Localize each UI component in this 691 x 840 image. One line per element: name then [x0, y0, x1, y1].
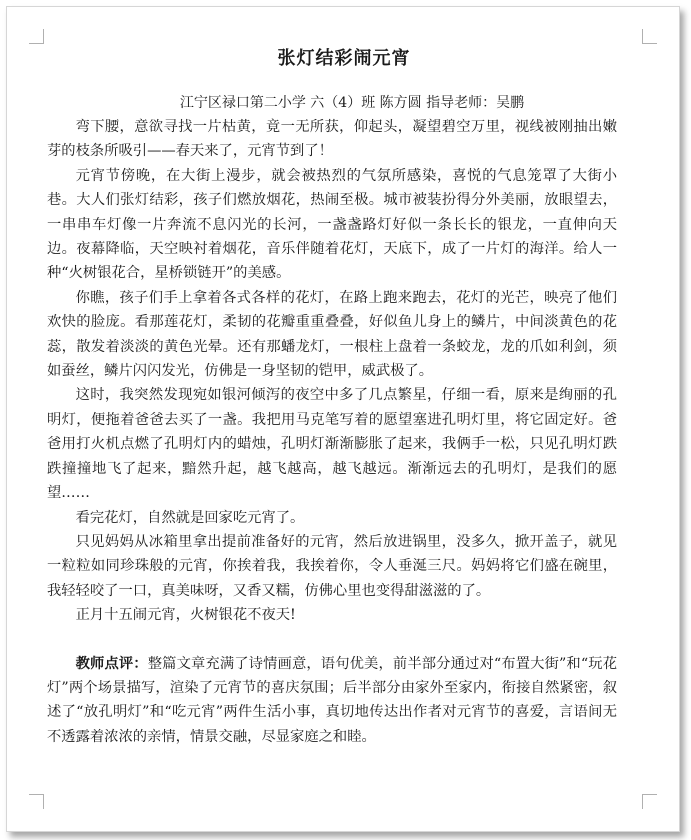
- teacher-comment-label: 教师点评：: [75, 655, 148, 672]
- paragraph: 看完花灯，自然就是回家吃元宵了。: [75, 509, 305, 526]
- author-byline: 江宁区禄口第二小学 六（4）班 陈方圆 指导老师：吴鹏: [179, 95, 525, 111]
- page-corner-mark: [642, 29, 657, 44]
- page-corner-mark: [29, 794, 44, 809]
- paragraph: 只见妈妈从冰箱里拿出提前准备好的元宵，然后放进锅里，没多久，掀开盖子，就见一粒粒如同珍珠般的元宵，你挨着我，我挨着你，令人垂涎三尺。妈妈将它们盛在碗里，我轻轻咬了一口，真美味呀，又香又糯，仿佛心里也变得甜滋滋的了。: [47, 533, 617, 599]
- document-title: 张灯结彩闹元宵: [277, 48, 411, 69]
- paragraph: 弯下腰，意欲寻找一片枯黄，竟一无所获，仰起头，凝望碧空万里，视线被刚抽出嫩芽的枝条所吸引——春天来了，元宵节到了！: [47, 119, 617, 160]
- teacher-comment: [47, 652, 617, 750]
- paragraph: 正月十五闹元宵，火树银花不夜天!: [75, 607, 296, 624]
- page-corner-mark: [642, 794, 657, 809]
- paragraph: 你瞧，孩子们手上拿着各式各样的花灯，在路上跑来跑去，花灯的光芒，映亮了他们欢快的脸庞。看那莲花灯，柔韧的花瓣重重叠叠，好似鱼儿身上的鳞片，中间淡黄色的花蕊，散发着淡淡的黄色光晕。还有那蟠龙灯，一根柱上盘着一条蛟龙，龙的爪如利剑，须如蚕丝，鳞片闪闪发光，仿佛是一身坚韧的铠甲，威武极了。: [47, 289, 617, 380]
- document-body: [47, 45, 617, 749]
- teacher-comment-text: 整篇文章充满了诗情画意，语句优美，前半部分通过对“布置大街”和“玩花灯”两个场景描写，渲染了元宵节的喜庆氛围；后半部分由家外至家内，衔接自然紧密，叙述了“放孔明灯”和“吃元宵”两件生活小事，真切地传达出作者对元宵节的喜爱，言语间无不透露着浓浓的亲情，情景交融，尽显家庭之和睦。: [47, 655, 617, 745]
- document-page: [6, 6, 680, 832]
- paragraph: 元宵节傍晚，在大街上漫步，就会被热烈的气氛所感染，喜悦的气息笼罩了大街小巷。大人们张灯结彩，孩子们燃放烟花，热闹至极。城市被装扮得分外美丽，放眼望去，一串串车灯像一片奔流不息闪光的长河，一盏盏路灯好似一条长长的银龙，一直伸向天边。夜幕降临，天空映衬着烟花，音乐伴随着花灯，天底下，成了一片灯的海洋。给人一种“火树银花合，星桥锁链开”的美感。: [47, 167, 617, 282]
- blank-line: [47, 628, 617, 652]
- page-corner-mark: [29, 29, 44, 44]
- paragraph: 这时，我突然发现宛如银河倾泻的夜空中多了几点繁星，仔细一看，原来是绚丽的孔明灯，便拖着爸爸去买了一盏。我把用马克笔写着的愿望塞进孔明灯里，将它固定好。爸爸用打火机点燃了孔明灯内的蜡烛，孔明灯渐渐膨胀了起来，我俩手一松，只见孔明灯跌跌撞撞地飞了起来，黯然升起，越飞越高，越飞越远。渐渐远去的孔明灯，是我们的愿望……: [47, 387, 617, 502]
